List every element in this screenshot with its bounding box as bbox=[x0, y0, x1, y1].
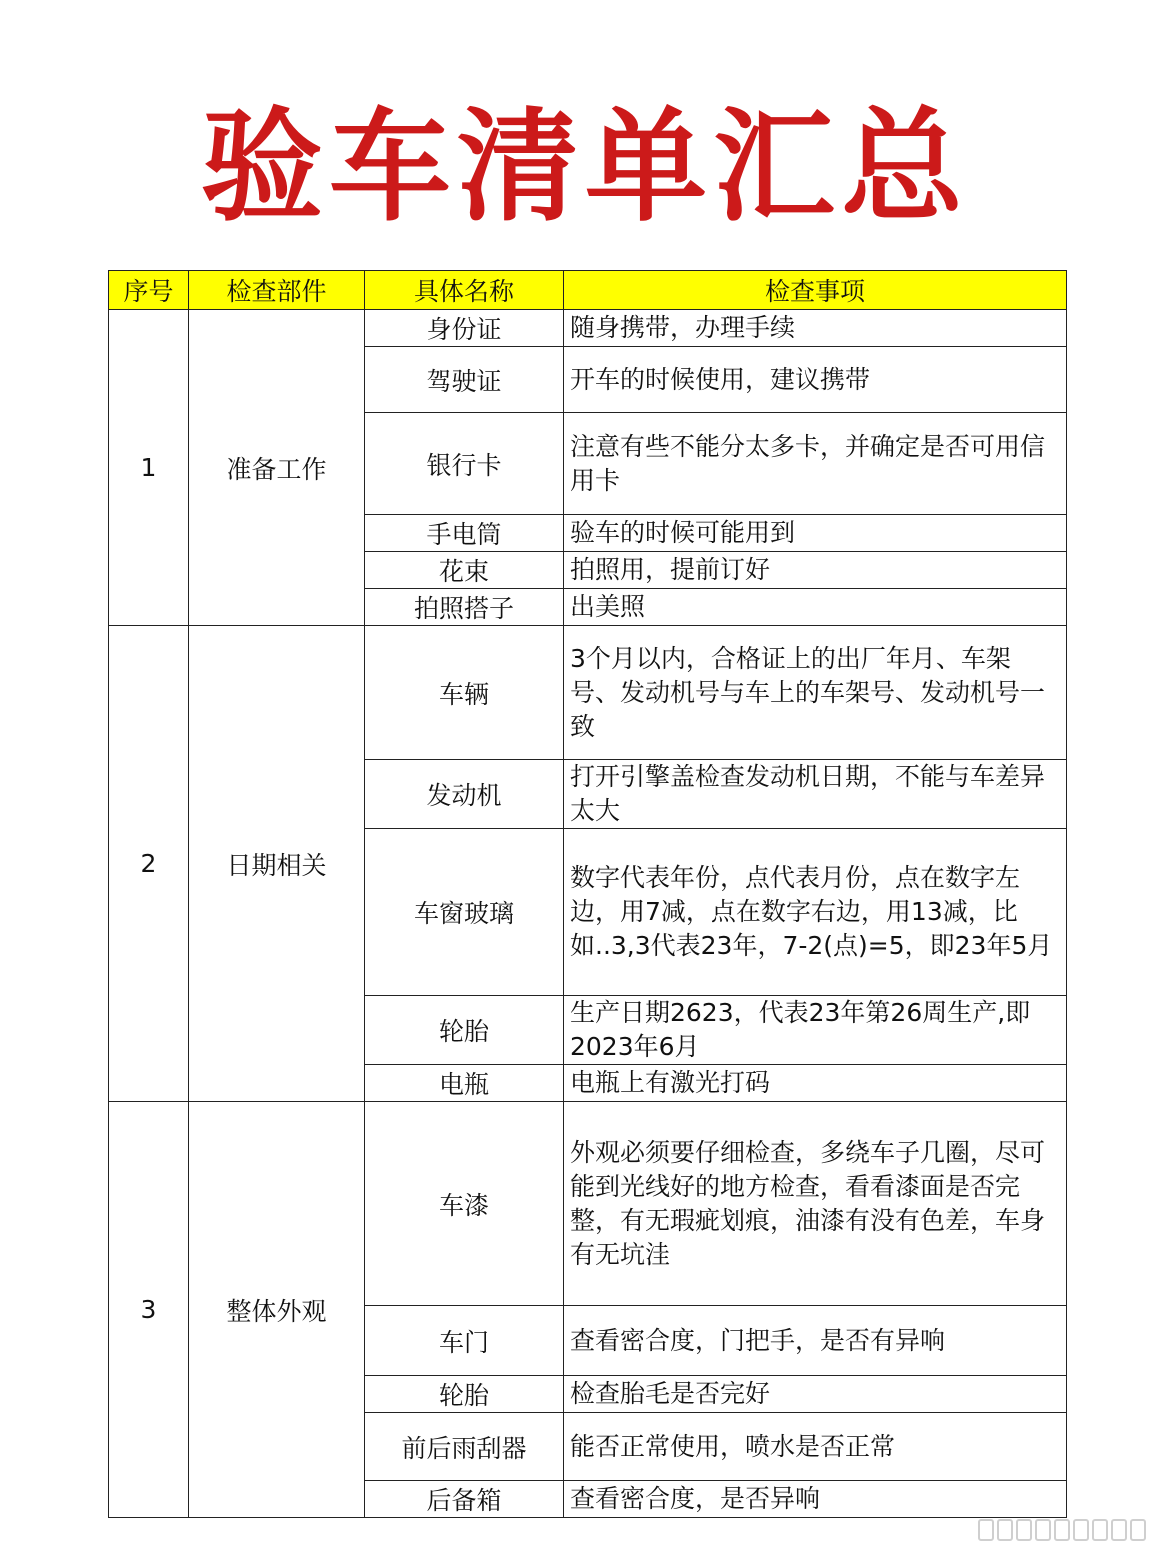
watermark bbox=[978, 1519, 1146, 1541]
watermark-mark bbox=[1016, 1519, 1032, 1541]
page-title: 验车清单汇总 bbox=[201, 96, 969, 238]
group-number: 1 bbox=[109, 310, 189, 626]
inspection-table bbox=[108, 270, 1067, 1518]
item-name: 前后雨刮器 bbox=[365, 1413, 564, 1481]
item-name: 轮胎 bbox=[365, 1376, 564, 1413]
watermark-mark bbox=[978, 1519, 994, 1541]
watermark-mark bbox=[1092, 1519, 1108, 1541]
item-name: 银行卡 bbox=[365, 413, 564, 515]
group-number: 2 bbox=[109, 626, 189, 1102]
item-detail: 随身携带，办理手续 bbox=[564, 310, 1067, 347]
item-name: 车门 bbox=[365, 1306, 564, 1376]
item-detail: 开车的时候使用，建议携带 bbox=[564, 347, 1067, 413]
watermark-mark bbox=[1035, 1519, 1051, 1541]
watermark-mark bbox=[997, 1519, 1013, 1541]
item-detail: 能否正常使用，喷水是否正常 bbox=[564, 1413, 1067, 1481]
item-detail: 拍照用，提前订好 bbox=[564, 552, 1067, 589]
item-detail: 3个月以内，合格证上的出厂年月、车架号、发动机号与车上的车架号、发动机号一致 bbox=[564, 626, 1067, 760]
header-name: 具体名称 bbox=[365, 271, 564, 310]
item-name: 拍照搭子 bbox=[365, 589, 564, 626]
item-detail: 打开引擎盖检查发动机日期，不能与车差异太大 bbox=[564, 760, 1067, 829]
table-row bbox=[109, 1102, 1067, 1306]
item-name: 车漆 bbox=[365, 1102, 564, 1306]
header-item: 检查事项 bbox=[564, 271, 1067, 310]
item-name: 车窗玻璃 bbox=[365, 829, 564, 996]
table-header-row bbox=[109, 271, 1067, 310]
group-number: 3 bbox=[109, 1102, 189, 1518]
item-detail: 查看密合度，门把手，是否有异响 bbox=[564, 1306, 1067, 1376]
watermark-mark bbox=[1073, 1519, 1089, 1541]
header-no: 序号 bbox=[109, 271, 189, 310]
item-detail: 出美照 bbox=[564, 589, 1067, 626]
item-name: 电瓶 bbox=[365, 1065, 564, 1102]
item-detail: 检查胎毛是否完好 bbox=[564, 1376, 1067, 1413]
item-detail: 外观必须要仔细检查，多绕车子几圈，尽可能到光线好的地方检查，看看漆面是否完整，有无瑕疵划痕，油漆有没有色差，车身有无坑洼 bbox=[564, 1102, 1067, 1306]
item-detail: 注意有些不能分太多卡，并确定是否可用信用卡 bbox=[564, 413, 1067, 515]
group-part: 日期相关 bbox=[189, 626, 365, 1102]
watermark-mark bbox=[1111, 1519, 1127, 1541]
header-part: 检查部件 bbox=[189, 271, 365, 310]
item-detail: 查看密合度，是否异响 bbox=[564, 1481, 1067, 1518]
item-detail: 数字代表年份，点代表月份，点在数字左边，用7减，点在数字右边，用13减，比如..3,3代表23年，7-2(点)=5，即23年5月 bbox=[564, 829, 1067, 996]
item-name: 花束 bbox=[365, 552, 564, 589]
item-name: 车辆 bbox=[365, 626, 564, 760]
item-detail: 验车的时候可能用到 bbox=[564, 515, 1067, 552]
watermark-mark bbox=[1054, 1519, 1070, 1541]
item-name: 发动机 bbox=[365, 760, 564, 829]
group-part: 准备工作 bbox=[189, 310, 365, 626]
item-name: 驾驶证 bbox=[365, 347, 564, 413]
group-part: 整体外观 bbox=[189, 1102, 365, 1518]
item-name: 手电筒 bbox=[365, 515, 564, 552]
item-name: 身份证 bbox=[365, 310, 564, 347]
table-row bbox=[109, 626, 1067, 760]
item-name: 后备箱 bbox=[365, 1481, 564, 1518]
item-detail: 电瓶上有激光打码 bbox=[564, 1065, 1067, 1102]
watermark-mark bbox=[1130, 1519, 1146, 1541]
table-row bbox=[109, 310, 1067, 347]
item-detail: 生产日期2623，代表23年第26周生产,即2023年6月 bbox=[564, 996, 1067, 1065]
item-name: 轮胎 bbox=[365, 996, 564, 1065]
